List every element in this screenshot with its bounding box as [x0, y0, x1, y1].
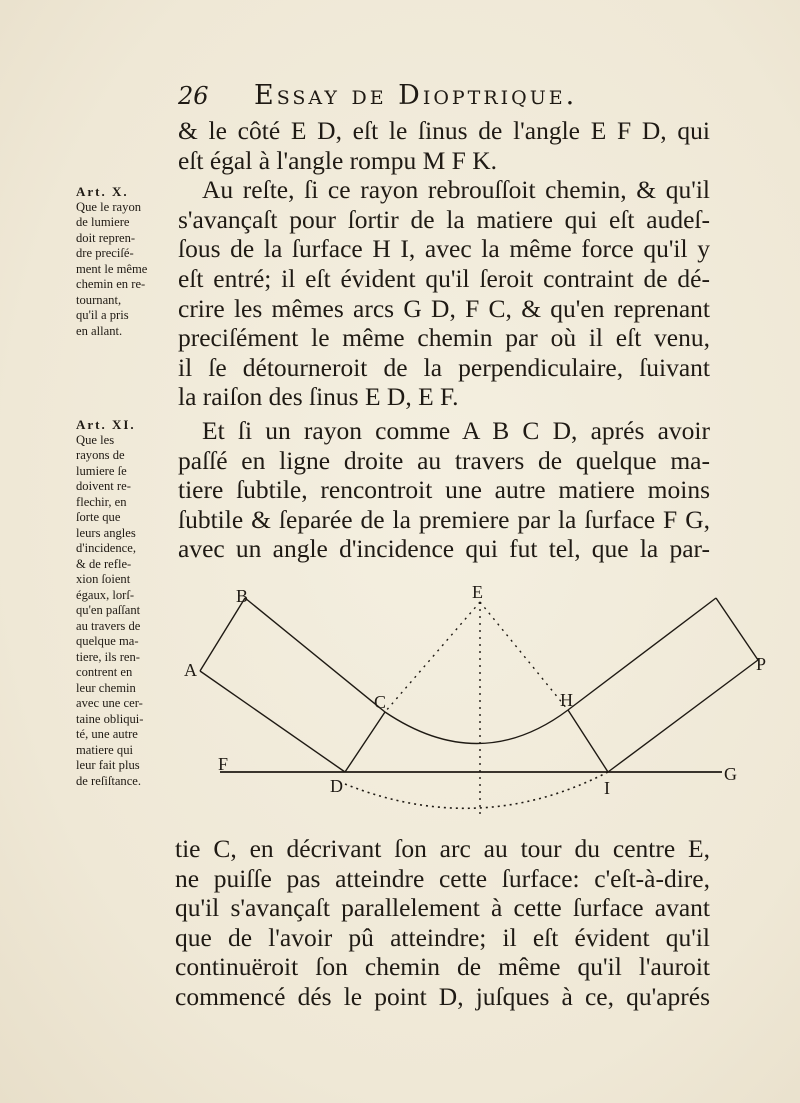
note-line: de lumiere [76, 215, 130, 229]
ray-edge-cd [345, 712, 385, 772]
note-line: chemin en re- [76, 277, 146, 291]
text-line: commencé dés le point D, juſques à ce, qu'aprés [175, 981, 710, 1011]
text-line: Au reſte, ſi ce rayon rebrouſſoit chemin, & qu'il [202, 175, 710, 205]
note-line: égaux, lorſ- [76, 587, 135, 602]
text-line: avec un angle d'incidence qui fut tel, que la par- [178, 534, 710, 564]
text-line: Et ſi un rayon comme A B C D, aprés avoir [202, 416, 710, 445]
text-line: que de l'avoir pû atteindre; il eſt évident qu'il [175, 922, 710, 952]
label-h: H [560, 690, 573, 710]
note-line: ment le même [76, 261, 148, 276]
text-line: ſous de la ſurface H I, avec la même force qu'il y [178, 234, 710, 264]
label-a: A [184, 660, 197, 680]
note-line: Que le rayon [76, 199, 142, 214]
note-line: d'incidence, [76, 541, 136, 555]
note-line: flechir, en [76, 494, 127, 509]
label-g: G [724, 764, 737, 784]
ray-line-bc [245, 598, 385, 712]
page-number: 26 [178, 82, 209, 110]
note-line: ſorte que [76, 510, 121, 524]
radius-eh-dotted [480, 602, 568, 710]
text-line: la raiſon des ſinus E D, E F. [178, 382, 459, 412]
note-line: taine obliqui- [76, 711, 144, 726]
text-line: eſt égal à l'angle rompu M F K. [178, 145, 498, 175]
text-line: paſſé en ligne droite au travers de quelque ma- [178, 445, 710, 475]
text-block-bottom [175, 834, 710, 1012]
label-i: I [604, 778, 610, 798]
text-line: ne puiſſe pas atteindre cette ſurface: c'eſt-à-dire, [175, 863, 710, 893]
ray-edge-ab [200, 598, 245, 671]
radius-ec-dotted [385, 602, 480, 712]
arc-di-dotted [345, 772, 608, 808]
text-line: crire les mêmes arcs G D, F C, & qu'en reprenant [178, 293, 710, 323]
note-line: té, une autre [76, 727, 138, 741]
label-d: D [330, 776, 343, 796]
note-line: matiere qui [76, 742, 133, 757]
text-line: tiere ſubtile, rencontroit une autre matiere moins [178, 475, 710, 505]
label-p: P [756, 654, 767, 674]
text-line: s'avançaſt pour ſortir de la matiere qui eſt audeſ- [178, 204, 710, 234]
text-block-top [178, 116, 710, 412]
text-line: eſt entré; il eſt évident qu'il ſeroit contraint de dé- [178, 263, 710, 293]
note-line: de reſiſtance. [76, 773, 142, 788]
page-header [170, 80, 640, 114]
note-line: qu'en paſſant [76, 603, 141, 617]
ray-edge-right [716, 598, 758, 660]
ray-edge-hi [568, 710, 608, 772]
arc-ch [385, 710, 568, 744]
ray-line-ip [608, 660, 758, 772]
reflection-diagram [180, 576, 780, 828]
note-line: contrent en [76, 665, 133, 679]
text-line: ſubtile & ſeparée de la premiere par la ſurface F G, [178, 504, 710, 534]
note-line: lumiere ſe [76, 463, 127, 478]
text-block-art-xi [178, 416, 710, 564]
label-f: F [218, 754, 229, 774]
note-line: tournant, [76, 292, 122, 307]
label-c: C [374, 692, 387, 712]
note-line: quelque ma- [76, 634, 139, 648]
label-b: B [236, 586, 249, 606]
article-label: Art. XI. [76, 417, 136, 432]
note-line: leur fait plus [76, 758, 140, 772]
article-label: Art. X. [76, 184, 129, 199]
label-e: E [472, 582, 483, 602]
note-line: avec une cer- [76, 696, 143, 710]
note-line: xion ſoient [76, 572, 131, 586]
note-line: leur chemin [76, 680, 136, 695]
text-line: qu'il s'avançaſt parallelement à cette ſurface avant [175, 893, 710, 923]
note-line: Que les [76, 432, 115, 447]
text-line: tie C, en décrivant ſon arc au tour du centre E, [175, 834, 710, 863]
ray-line-h-right [568, 598, 716, 710]
note-line: qu'il a pris [76, 308, 129, 322]
running-title: Essay de Dioptrique. [254, 80, 578, 111]
text-line: & le côté E D, eſt le ſinus de l'angle E F D, qui [178, 116, 710, 145]
note-line: rayons de [76, 448, 125, 462]
text-line: il ſe détourneroit de la perpendiculaire, ſuivant [178, 352, 710, 382]
note-line: tiere, ils ren- [76, 649, 140, 664]
note-line: dre preciſé- [76, 246, 134, 260]
note-line: en allant. [76, 323, 123, 338]
text-line: continuëroit ſon chemin de même qu'il l'auroit [175, 952, 710, 982]
note-line: au travers de [76, 618, 141, 633]
note-line: & de refle- [76, 556, 132, 571]
text-line: preciſément le même chemin par où il eſt venu, [178, 323, 710, 353]
note-line: leurs angles [76, 525, 136, 540]
margin-note-art-x [76, 184, 180, 339]
note-line: doit repren- [76, 230, 136, 245]
note-line: doivent re- [76, 479, 131, 493]
margin-note-art-xi [76, 417, 180, 789]
